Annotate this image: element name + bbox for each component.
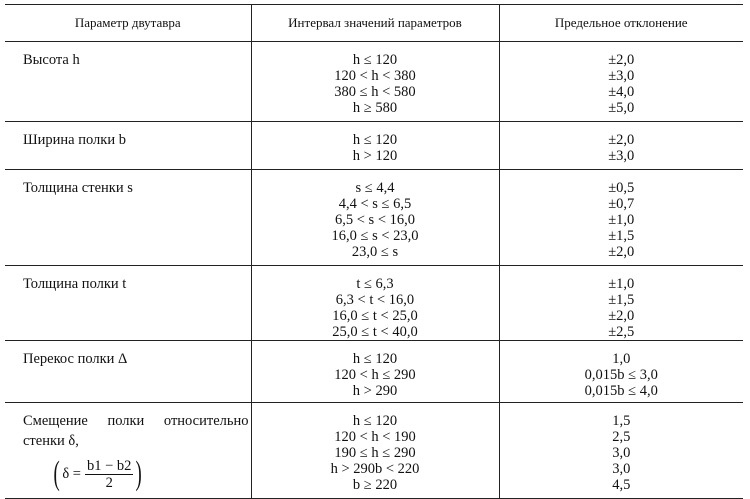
deviation-value: 1,0 [612, 351, 631, 367]
deviations-flange-thickness [499, 266, 743, 341]
table-row [5, 170, 743, 266]
interval-value: b ≥ 220 [352, 477, 398, 493]
param-height: Высота h [5, 42, 251, 122]
header-interval: Интервал значений параметров [251, 5, 499, 42]
deviation-value: ±4,0 [608, 84, 635, 100]
deviation-value: ±2,0 [608, 308, 635, 324]
deviation-value: 0,015b ≤ 4,0 [584, 383, 658, 399]
interval-value: s ≤ 4,4 [355, 180, 395, 196]
table-row [5, 266, 743, 341]
deviations-flange-offset [499, 403, 743, 499]
interval-value: 120 < h < 380 [334, 68, 416, 84]
deviation-value: 1,5 [612, 413, 631, 429]
intervals-web-thickness [251, 170, 499, 266]
deviation-value: ±1,0 [608, 212, 635, 228]
param-flange-skew: Перекос полки Δ [5, 341, 251, 403]
deviation-value: 4,5 [612, 477, 631, 493]
deviation-value: ±2,5 [608, 324, 635, 340]
table-row [5, 42, 743, 122]
deviation-value: ±5,0 [608, 100, 635, 116]
deviation-value: ±2,0 [608, 132, 635, 148]
interval-value: 16,0 ≤ s < 23,0 [331, 228, 419, 244]
param-flange-width: Ширина полки b [5, 122, 251, 170]
deviations-flange-skew [499, 341, 743, 403]
table-row [5, 403, 743, 499]
deviation-value: 3,0 [612, 445, 631, 461]
table-row [5, 341, 743, 403]
deviation-value: ±1,5 [608, 228, 635, 244]
interval-value: h > 290b < 220 [330, 461, 420, 477]
param-flange-thickness: Толщина полки t [5, 266, 251, 341]
formula-denominator: 2 [105, 474, 113, 491]
right-paren-glyph: ) [135, 455, 143, 492]
deviation-value: ±1,0 [608, 276, 635, 292]
interval-value: h > 290 [352, 383, 398, 399]
deviations-web-thickness [499, 170, 743, 266]
table-header-row [5, 5, 743, 42]
deviation-value: ±0,5 [608, 180, 635, 196]
deviation-value: ±0,7 [608, 196, 635, 212]
formula-fraction [85, 458, 133, 491]
interval-value: 380 ≤ h < 580 [334, 84, 416, 100]
header-deviation: Предельное отклонение [499, 5, 743, 42]
left-paren-glyph: ( [53, 455, 60, 492]
interval-value: 23,0 ≤ s [351, 244, 399, 260]
table-row [5, 122, 743, 170]
interval-value: 190 ≤ h ≤ 290 [334, 445, 416, 461]
formula-numerator: b1 − b2 [86, 457, 132, 474]
interval-value: h ≤ 120 [352, 413, 398, 429]
param-web-thickness: Толщина стенки s [5, 170, 251, 266]
interval-value: 4,4 < s ≤ 6,5 [338, 196, 412, 212]
interval-value: 6,5 < s < 16,0 [335, 212, 415, 228]
interval-value: h ≤ 120 [352, 52, 398, 68]
deviation-value: ±3,0 [608, 68, 635, 84]
interval-value: 120 < h < 190 [334, 429, 416, 445]
interval-value: h > 120 [352, 148, 398, 164]
deviation-value: ±2,0 [608, 52, 635, 68]
deviations-flange-width [499, 122, 743, 170]
param-flange-offset-label: Смещение полки относительно стенки δ, [23, 413, 249, 449]
deviations-height [499, 42, 743, 122]
interval-value: h ≤ 120 [352, 351, 398, 367]
intervals-flange-width [251, 122, 499, 170]
deviation-value: ±1,5 [608, 292, 635, 308]
deviation-value: 3,0 [612, 461, 631, 477]
tolerance-table [5, 4, 743, 499]
offset-formula [51, 457, 145, 491]
deviation-value: 0,015b ≤ 3,0 [584, 367, 658, 383]
interval-value: 6,3 < t < 16,0 [335, 292, 415, 308]
intervals-flange-offset [251, 403, 499, 499]
interval-value: 16,0 ≤ t < 25,0 [332, 308, 418, 324]
intervals-flange-skew [251, 341, 499, 403]
interval-value: 25,0 ≤ t < 40,0 [332, 324, 418, 340]
formula-lhs: δ = [62, 465, 81, 482]
intervals-flange-thickness [251, 266, 499, 341]
interval-value: h ≥ 580 [352, 100, 398, 116]
interval-value: t ≤ 6,3 [356, 276, 394, 292]
param-flange-offset [5, 403, 251, 499]
interval-value: 120 < h ≤ 290 [334, 367, 416, 383]
intervals-height [251, 42, 499, 122]
deviation-value: ±3,0 [608, 148, 635, 164]
header-parameter: Параметр двутавра [5, 5, 251, 42]
interval-value: h ≤ 120 [352, 132, 398, 148]
deviation-value: ±2,0 [608, 244, 635, 260]
deviation-value: 2,5 [612, 429, 631, 445]
